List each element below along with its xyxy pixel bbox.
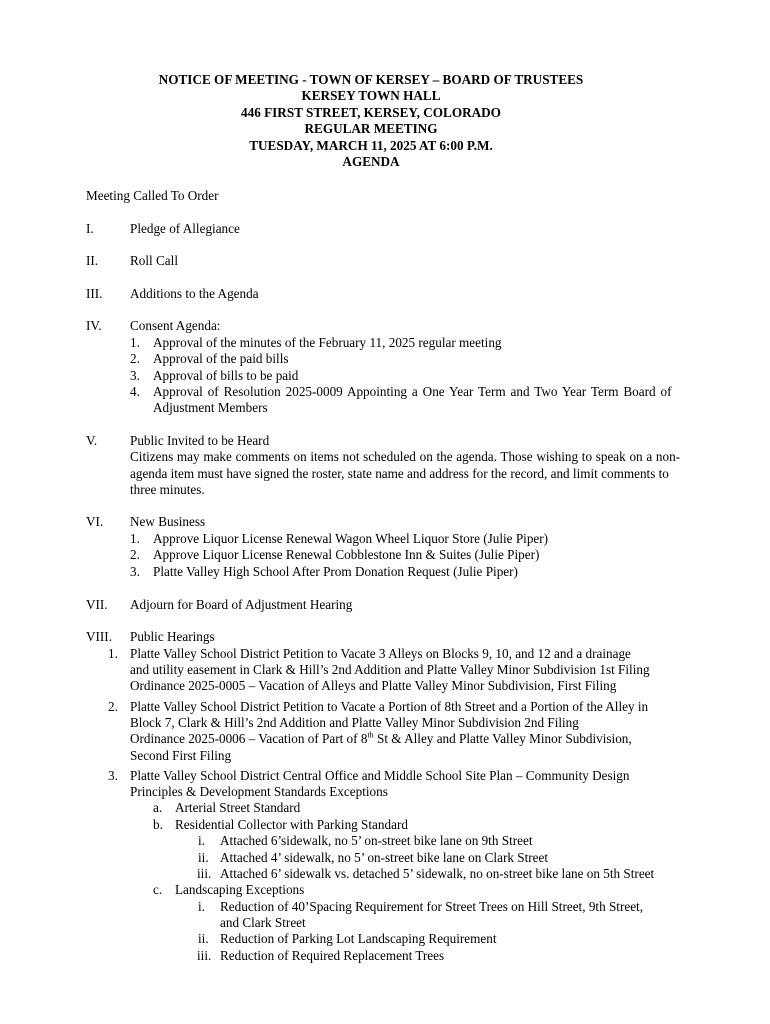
list-item: Approval of Resolution 2025-0009 Appointing a One Year Term and Two Year Term Board of (153, 384, 672, 399)
section-number: VIII. (86, 629, 112, 644)
header-agenda-label: AGENDA (342, 153, 400, 169)
sub-sub-item-roman: ii. (198, 931, 209, 946)
list-item-number: 4. (130, 384, 140, 399)
list-item-number: 1. (130, 335, 140, 350)
section-title: New Business (130, 514, 206, 529)
list-item-number: 2. (130, 351, 140, 366)
list-item-number: 3. (130, 564, 140, 579)
section-body-line: Citizens may make comments on items not scheduled on the agenda. Those wishing to speak on a non- (130, 449, 681, 464)
header-address: 446 FIRST STREET, KERSEY, COLORADO (241, 104, 501, 120)
list-item: Approval of the paid bills (153, 351, 289, 366)
list-item: Platte Valley High School After Prom Donation Request (Julie Piper) (153, 564, 518, 579)
meeting-called-to-order: Meeting Called To Order (86, 188, 219, 203)
hearing-number: 1. (108, 646, 118, 661)
hearing-line: Platte Valley School District Petition to Vacate 3 Alleys on Blocks 9, 10, and 12 and a drainage (130, 646, 631, 661)
sub-sub-item-roman: iii. (197, 866, 212, 881)
hearing-line: Block 7, Clark & Hill’s 2nd Addition and Platte Valley Minor Subdivision 2nd Filing (130, 715, 579, 730)
hearing-line: Platte Valley School District Central Office and Middle School Site Plan – Community Design (130, 768, 630, 783)
section-title: Public Hearings (130, 629, 215, 644)
sub-sub-item: Reduction of Required Replacement Trees (220, 948, 445, 963)
section-number: II. (86, 253, 99, 268)
sub-sub-item: Reduction of 40’Spacing Requirement for Street Trees on Hill Street, 9th Street, (220, 899, 644, 914)
hearing-number: 3. (108, 768, 118, 783)
header-title: NOTICE OF MEETING - TOWN OF KERSEY – BOARD OF TRUSTEES (158, 72, 584, 87)
list-item-number: 3. (130, 368, 140, 383)
list-item-number: 2. (130, 547, 140, 562)
section-title: Adjourn for Board of Adjustment Hearing (130, 597, 353, 612)
section-title: Pledge of Allegiance (130, 221, 240, 236)
sub-item-letter: c. (153, 882, 163, 897)
section-body-line: three minutes. (130, 482, 205, 497)
hearing-line-part: St & Alley and Platte Valley Minor Subdivision, (373, 731, 632, 746)
sub-sub-item: Reduction of Parking Lot Landscaping Requirement (220, 931, 497, 946)
hearing-number: 2. (108, 699, 118, 714)
sub-sub-item-continuation: and Clark Street (220, 915, 306, 930)
sub-sub-item: Attached 6’sidewalk, no 5’ on-street bike lane on 9th Street (220, 833, 533, 848)
hearing-line: Ordinance 2025-0005 – Vacation of Alleys and Platte Valley Minor Subdivision, First Filing (130, 678, 617, 693)
hearing-line: Second First Filing (130, 748, 232, 763)
section-title: Public Invited to be Heard (130, 433, 270, 448)
sub-item: Arterial Street Standard (175, 800, 301, 815)
list-item: Approval of the minutes of the February 11, 2025 regular meeting (153, 335, 502, 350)
section-title: Additions to the Agenda (130, 286, 259, 301)
sub-item-letter: a. (153, 800, 163, 815)
section-number: IV. (86, 318, 102, 333)
header-date-time: TUESDAY, MARCH 11, 2025 AT 6:00 P.M. (249, 137, 493, 153)
sub-sub-item-roman: i. (198, 833, 205, 848)
hearing-line (130, 731, 632, 747)
sub-sub-item-roman: i. (198, 899, 205, 914)
sub-sub-item: Attached 4’ sidewalk, no 5’ on-street bike lane on Clark Street (220, 850, 548, 865)
sub-sub-item: Attached 6’ sidewalk vs. detached 5’ sidewalk, no on-street bike lane on 5th Street (220, 866, 655, 881)
sub-item: Landscaping Exceptions (175, 882, 305, 897)
notice-header (0, 72, 742, 170)
header-meeting-type: REGULAR MEETING (304, 121, 438, 137)
list-item-continuation: Adjustment Members (153, 400, 268, 415)
hearing-line: and utility easement in Clark & Hill’s 2nd Addition and Platte Valley Minor Subdivision 1st Filing (130, 662, 650, 677)
list-item: Approve Liquor License Renewal Wagon Wheel Liquor Store (Julie Piper) (153, 531, 549, 546)
sub-sub-item-roman: iii. (197, 948, 212, 963)
section-number: I. (86, 221, 94, 236)
list-item: Approve Liquor License Renewal Cobblestone Inn & Suites (Julie Piper) (153, 547, 540, 562)
sub-item-letter: b. (153, 817, 163, 832)
section-title: Consent Agenda: (130, 318, 221, 333)
list-item-number: 1. (130, 531, 140, 546)
hearing-line: Principles & Development Standards Exceptions (130, 784, 388, 799)
section-number: V. (86, 433, 98, 448)
hearing-line: Platte Valley School District Petition to Vacate a Portion of 8th Street and a Portion of the Alley in (130, 699, 649, 714)
sub-sub-item-roman: ii. (198, 850, 209, 865)
section-number: VI. (86, 514, 104, 529)
section-body-line: agenda item must have signed the roster, state name and address for the record, and limit comments to (130, 466, 669, 481)
list-item: Approval of bills to be paid (153, 368, 299, 383)
header-venue: KERSEY TOWN HALL (301, 88, 441, 104)
hearing-line-part: Ordinance 2025-0006 – Vacation of Part of 8 (130, 731, 368, 746)
section-number: III. (86, 286, 103, 301)
section-title: Roll Call (130, 253, 178, 268)
sub-item: Residential Collector with Parking Standard (175, 817, 408, 832)
section-number: VII. (86, 597, 108, 612)
ordinal-superscript: th (367, 730, 374, 740)
